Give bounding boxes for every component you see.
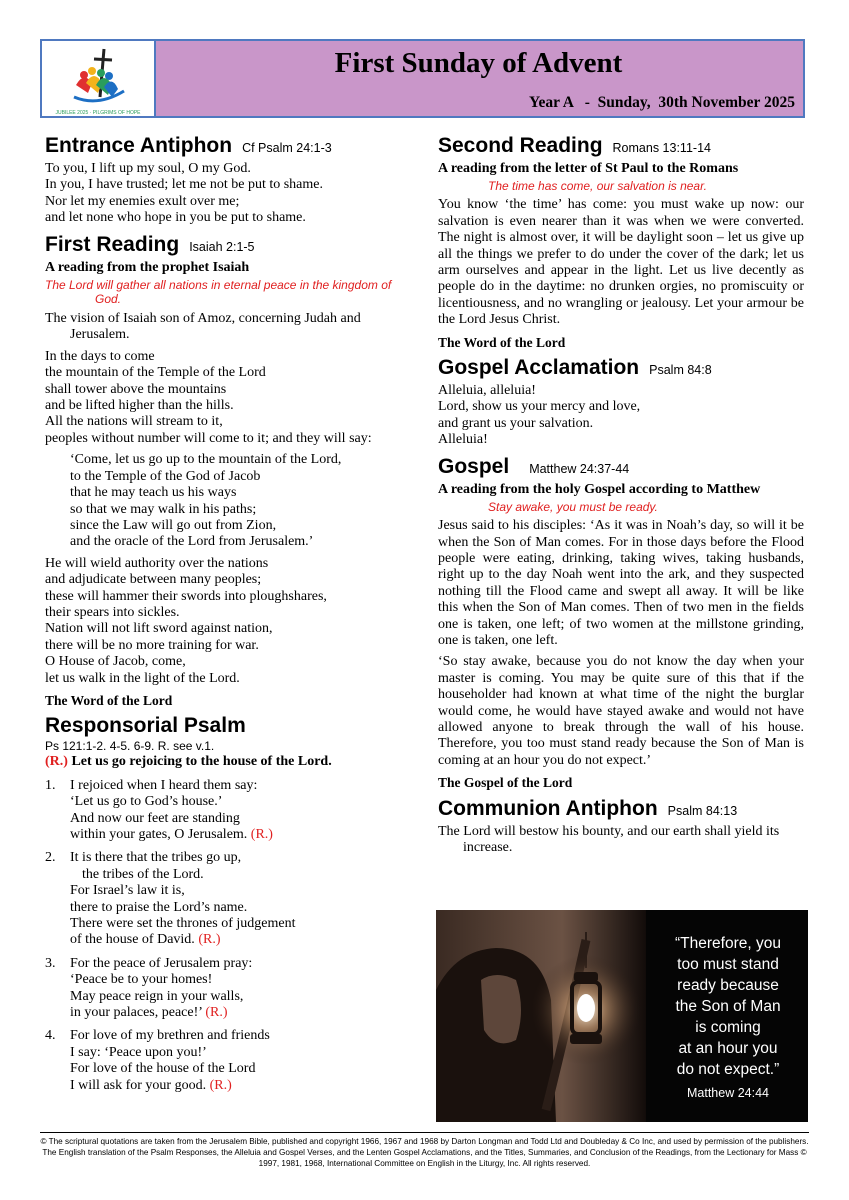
left-column	[45, 133, 410, 1094]
acclamation-line: Alleluia, alleluia!	[438, 383, 536, 399]
second-reading-heading: Second Reading Romans 13:11-14	[438, 134, 711, 157]
first-reading-heading: First Reading Isaiah 2:1-5	[45, 232, 255, 256]
verse-line: All the nations will stream to it,	[45, 414, 223, 430]
verse-line: ‘Come, let us go up to the mountain of the Lord,	[70, 452, 342, 468]
verse-line: He will wield authority over the nations	[45, 555, 269, 571]
acclamation-line: Lord, show us your mercy and love,	[438, 399, 641, 415]
second-reading-intro: A reading from the letter of St Paul to the Romans	[438, 161, 739, 176]
first-reading-opening: The vision of Isaiah son of Amoz, concerning Judah and Jerusalem.	[45, 311, 361, 343]
verse-line: peoples without number will come to it; and they will say:	[45, 430, 372, 446]
verse-line: Nation will not lift sword against nation,	[45, 621, 273, 637]
verse-line: so that we may walk in his paths;	[70, 501, 257, 517]
verse-line: and the oracle of the Lord from Jerusalem.’	[70, 534, 314, 550]
verse-line: shall tower above the mountains	[45, 381, 227, 397]
second-reading-body: You know ‘the time’ has come: you must wake up now: our salvation is even nearer than it was when we were converted. The night is almost over, it will be daylight soon – let us give up all the things we prefer to do under the cover of the dark; let us arm ourselves and appear in the light. Let us live decently as people do in the daytime: no drunken orgies, no promiscuity or licentiousness, and no wrangling or jealousy. Let your armour be the Lord Jesus Christ.	[438, 197, 804, 328]
header-banner	[40, 39, 805, 118]
first-reading-closing: The Word of the Lord	[45, 692, 173, 708]
entrance-line: In you, I have trusted; let me not be put to shame.	[45, 177, 323, 193]
lantern-quote-image	[436, 910, 808, 1122]
verse-line: their spears into sickles.	[45, 604, 180, 620]
entrance-antiphon-heading: Entrance Antiphon Cf Psalm 24:1-3	[45, 134, 332, 157]
gospel-heading: Gospel Matthew 24:37-44	[438, 454, 630, 478]
verse-line: the mountain of the Temple of the Lord	[45, 365, 266, 381]
second-reading-summary: The time has come, our salvation is near.	[488, 179, 707, 194]
verse-line: that he may teach us his ways	[70, 485, 237, 501]
psalm-verse: 3. For the peace of Jerusalem pray: ‘Peace be to your homes! May peace reign in your walls, in your palaces, peace!’ (R.)	[45, 955, 253, 1021]
psalm-heading: Responsorial Psalm	[45, 714, 246, 738]
page-subtitle: Year A - Sunday, 30th November 2025	[529, 94, 795, 111]
verse-line: since the Law will go out from Zion,	[70, 517, 277, 533]
right-column	[438, 133, 804, 856]
gospel-body: ‘So stay awake, because you do not know the day when your master is coming. You may be quite sure of this that if the householder had known at what time of the night the burglar would come, he would have stayed awake and would not have allowed anyone to break through the wall of his house. Therefore, you too must stand ready because the Son of Man is coming at an hour you do not expect.’	[438, 654, 804, 768]
verse-line: and adjudicate between many peoples;	[45, 572, 262, 588]
verse-line: In the days to come	[45, 348, 155, 364]
communion-text: The Lord will bestow his bounty, and our earth shall yield its increase.	[438, 823, 780, 855]
jubilee-logo-icon	[42, 41, 154, 116]
entrance-line: Nor let my enemies exult over me;	[45, 193, 240, 209]
first-reading-summary: The Lord will gather all nations in eternal peace in the kingdom of God.	[45, 278, 392, 307]
jubilee-logo	[42, 41, 156, 116]
entrance-line: and let none who hope in you be put to shame.	[45, 210, 306, 226]
acclamation-heading: Gospel Acclamation Psalm 84:8	[438, 356, 712, 380]
verse-line: O House of Jacob, come,	[45, 654, 186, 670]
gospel-intro: A reading from the holy Gospel according to Matthew	[438, 481, 761, 497]
quote-text: “Therefore, you too must stand ready because the Son of Man is coming at an hour you do not expect.”	[675, 935, 781, 1078]
page-title: First Sunday of Advent	[334, 47, 623, 79]
verse-line: and be lifted higher than the hills.	[45, 398, 234, 414]
gospel-summary: Stay awake, you must be ready.	[488, 500, 658, 515]
psalm-verse: 4. For love of my brethren and friends I say: ‘Peace upon you!’ For love of the house of the Lord I will ask for your good. (R.)	[45, 1028, 270, 1093]
second-reading-closing: The Word of the Lord	[438, 334, 566, 350]
gospel-body: Jesus said to his disciples: ‘As it was in Noah’s day, so will it be when the Son of Man comes. For in those days before the Flood people were eating, drinking, taking wives, taking husbands, right up to the day Noah went into the ark, and they suspected nothing till the Flood came and swept all away. It will be like this when the Son of Man comes. Then of two men in the fields one is taken, one left; of two women at the millstone grinding, one is taken, one left.	[438, 518, 804, 648]
verse-line: let us walk in the light of the Lord.	[45, 670, 240, 686]
psalm-ref: Ps 121:1-2. 4-5. 6-9. R. see v.1.	[45, 739, 215, 754]
acclamation-line: Alleluia!	[438, 432, 488, 448]
verse-line: these will hammer their swords into ploughshares,	[45, 588, 327, 604]
psalm-verse: 2. It is there that the tribes go up, the tribes of the Lord. For Israel’s law it is, there to praise the Lord’s name. There were set the thrones of judgement of the house of David. (R.)	[45, 850, 296, 948]
psalm-response: (R.) Let us go rejoicing to the house of the Lord.	[45, 754, 332, 770]
footer-divider	[40, 1132, 809, 1133]
svg-text:JUBILEE 2025 · PILGRIMS OF HOP: JUBILEE 2025 · PILGRIMS OF HOPE	[55, 110, 141, 116]
copyright-footer: © The scriptural quotations are taken from the Jerusalem Bible, published and copyright 1966, 1967 and 1968 by Darton Longman and Todd Ltd and Doubleday & Co Inc, and used by permission of the publishers. The English translation of the Psalm Responses, the Alleluia and Gospel Verses, and the Lenten Gospel Acclamations, and the Titles, Summaries, and Conclusion of the Readings, from the Lectionary for Mass © 1997, 1981, 1968, International Committee on English in the Liturgy, Inc. All rights reserved.	[40, 1137, 809, 1168]
verse-line: there will be no more training for war.	[45, 637, 259, 653]
acclamation-line: and grant us your salvation.	[438, 415, 594, 431]
gospel-closing: The Gospel of the Lord	[438, 775, 573, 791]
quote-reference: Matthew 24:44	[687, 1086, 769, 1100]
psalm-verse: 1. I rejoiced when I heard them say: ‘Let us go to God’s house.’ And now our feet are standing within your gates, O Jerusalem. (R.)	[45, 777, 273, 842]
entrance-line: To you, I lift up my soul, O my God.	[45, 161, 251, 176]
communion-heading: Communion Antiphon Psalm 84:13	[438, 796, 738, 820]
verse-line: to the Temple of the God of Jacob	[70, 468, 261, 484]
first-reading-intro: A reading from the prophet Isaiah	[45, 259, 250, 275]
